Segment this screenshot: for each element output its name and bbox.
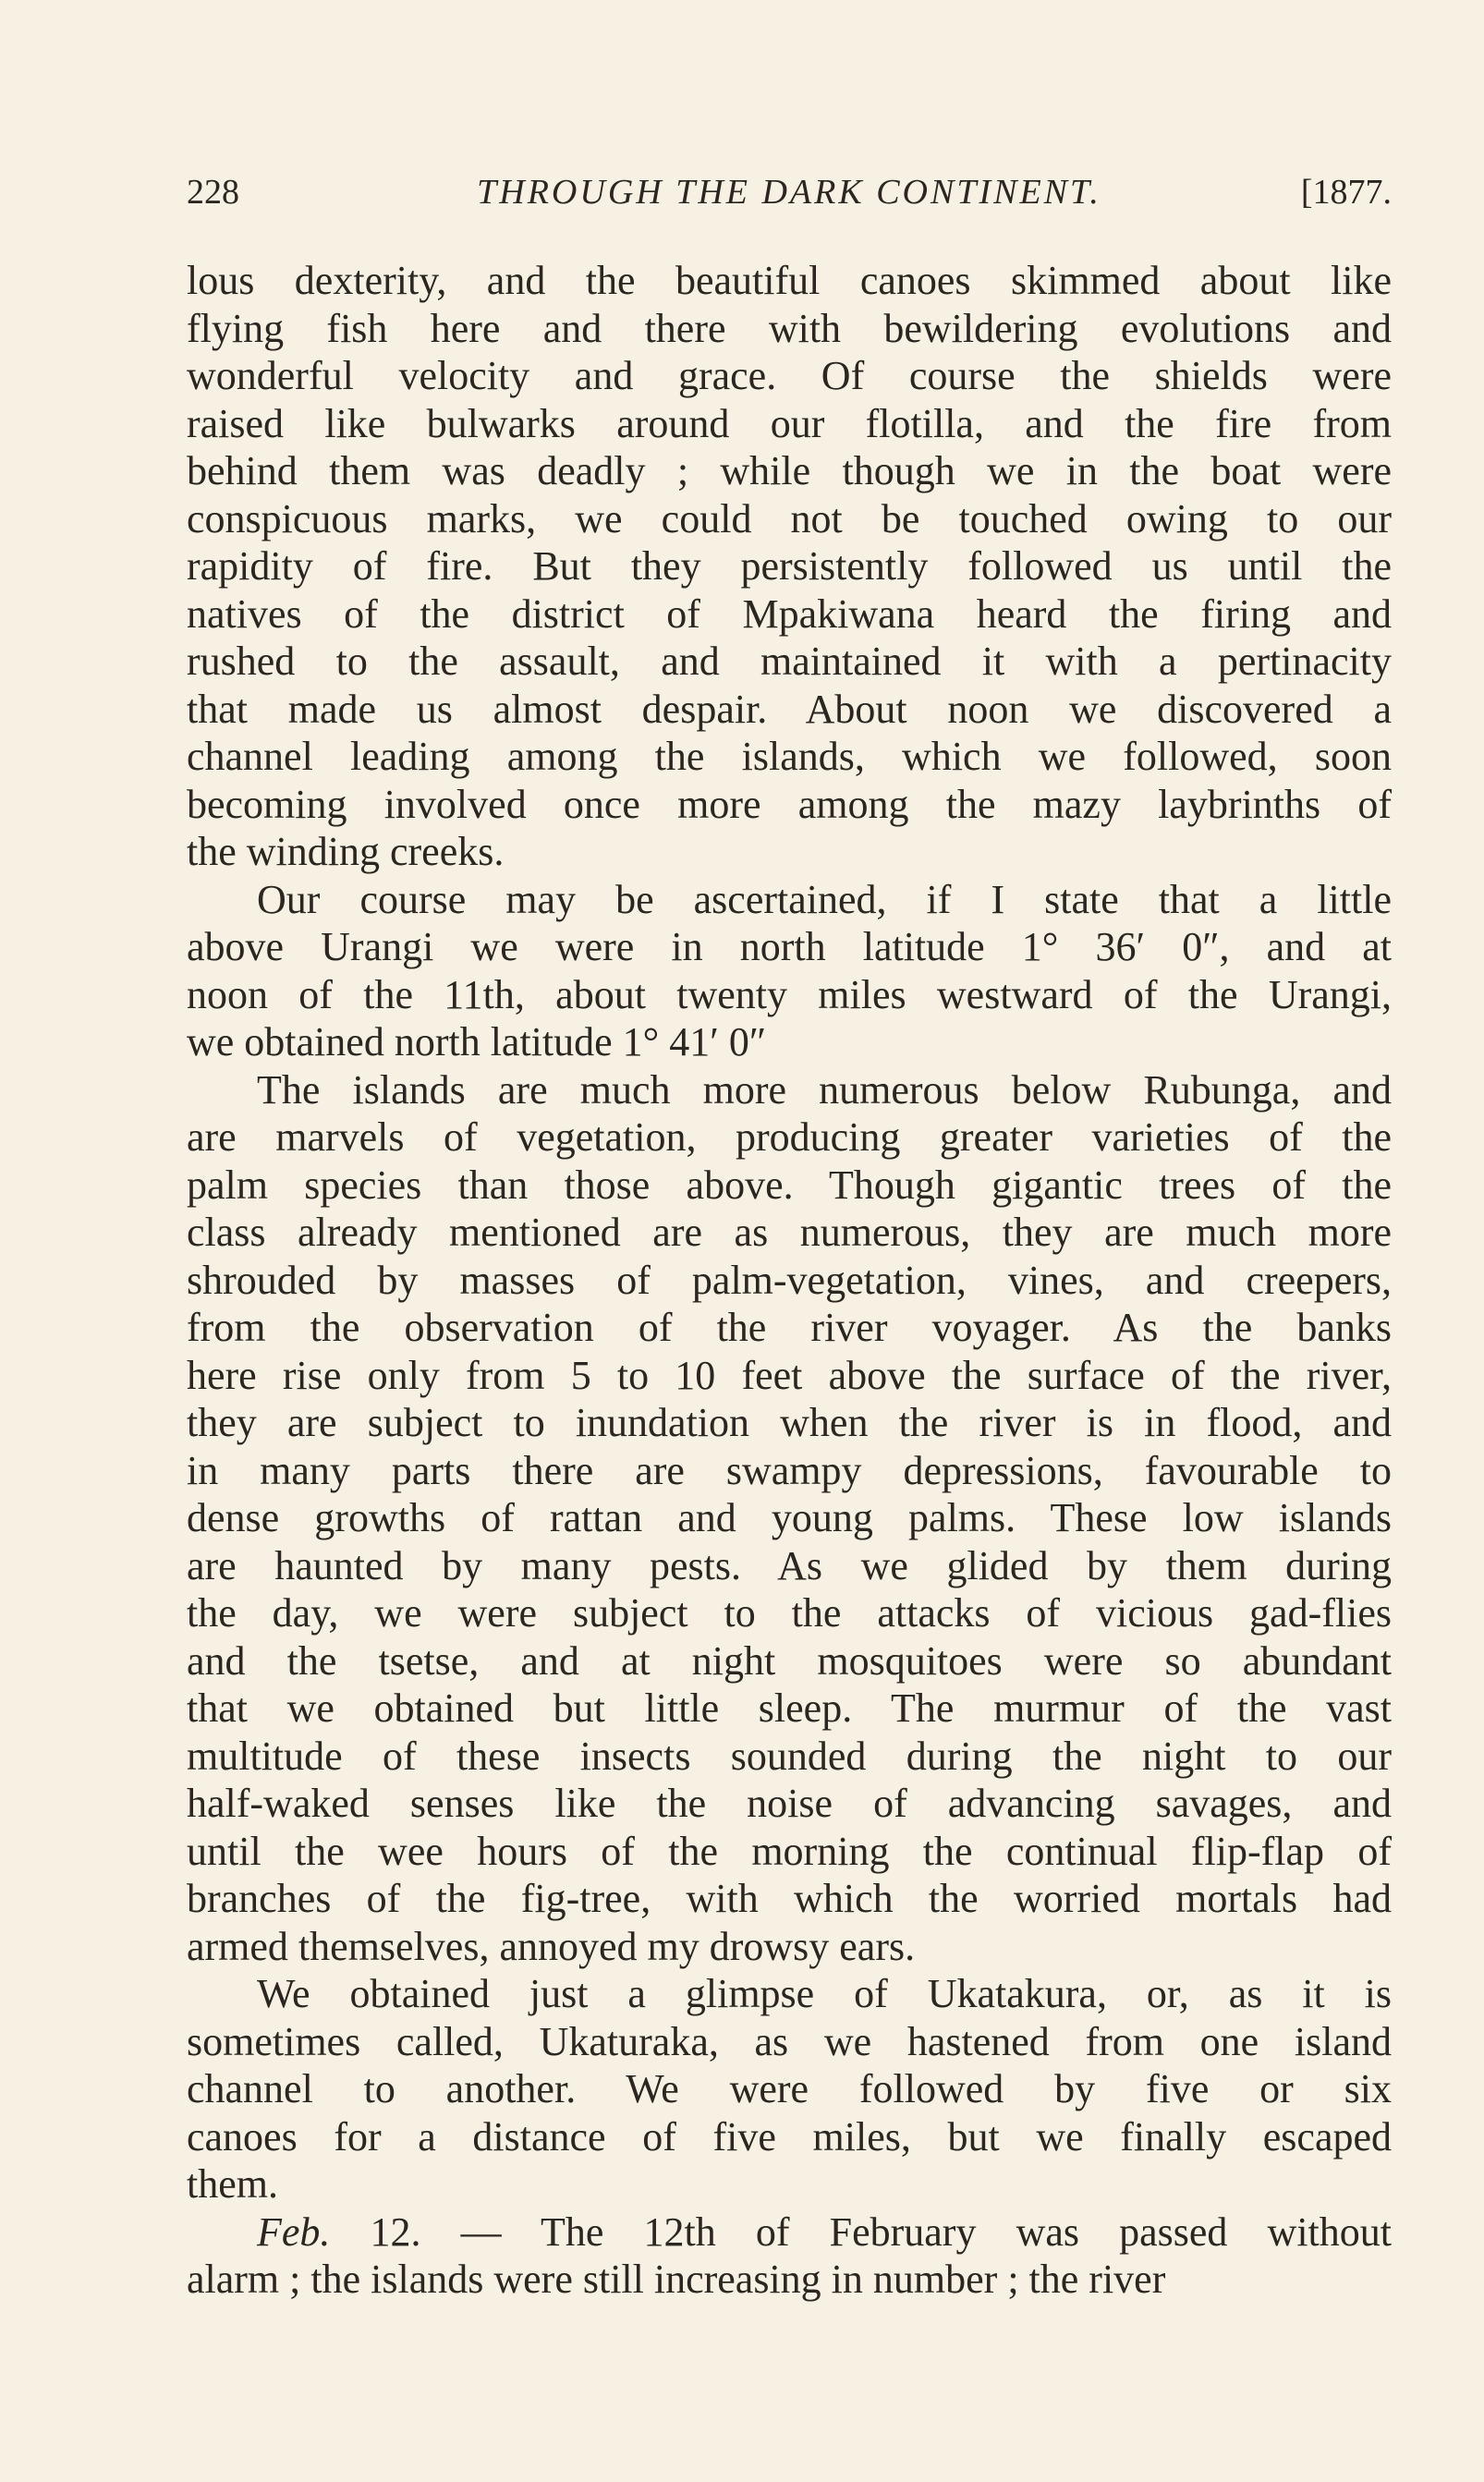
text-line: that made us almost despair. About noon we discovered a: [187, 686, 1392, 732]
text-line: sometimes called, Ukaturaka, as we hastened from one island: [187, 2018, 1392, 2064]
text-line: lous dexterity, and the beautiful canoes skimmed about like: [187, 258, 1392, 303]
text-line: becoming involved once more among the mazy laybrinths of: [187, 781, 1392, 827]
text-line: branches of the fig-tree, with which the worried mortals had: [187, 1876, 1392, 1921]
text-line: We obtained just a glimpse of Ukatakura, or, as it is: [257, 1971, 1392, 2016]
text-line: behind them was deadly ; while though we in the boat were: [187, 448, 1392, 493]
text-line: wonderful velocity and grace. Of course the shields were: [187, 353, 1392, 398]
text-line: the day, we were subject to the attacks of vicious gad-flies: [187, 1590, 1392, 1636]
text-line: raised like bulwarks around our flotilla, and the fire from: [187, 400, 1392, 446]
page-number: 228: [187, 173, 239, 212]
paragraph: [187, 876, 1392, 1066]
paragraph: [187, 1066, 1392, 1971]
text-line: are marvels of vegetation, producing greater varieties of the: [187, 1114, 1392, 1160]
text-line: multitude of these insects sounded during the night to our: [187, 1733, 1392, 1779]
text-line: half-waked senses like the noise of advancing savages, and: [187, 1781, 1392, 1826]
text-line: [187, 2208, 1392, 2257]
text-line: channel leading among the islands, which we followed, soon: [187, 734, 1392, 779]
running-head: [187, 164, 1392, 220]
book-page: [187, 164, 1392, 2304]
date-label: Feb.: [257, 2208, 331, 2255]
text-line: channel to another. We were followed by five or six: [187, 2066, 1392, 2111]
text-line: are haunted by many pests. As we glided by them during: [187, 1542, 1392, 1588]
text-line: from the observation of the river voyager. As the banks: [187, 1305, 1392, 1350]
text-line: Our course may be ascertained, if I state that a little: [257, 876, 1392, 922]
text-line: above Urangi we were in north latitude 1° 36′ 0″, and at: [187, 924, 1392, 969]
text-line: canoes for a distance of five miles, but we finally escaped: [187, 2113, 1392, 2160]
text-line: in many parts there are swampy depressions, favourable to: [187, 1447, 1392, 1493]
paragraph: [187, 1970, 1392, 2208]
text-line: and the tsetse, and at night mosquitoes were so abundant: [187, 1637, 1392, 1684]
text-line: dense growths of rattan and young palms. These low islands: [187, 1495, 1392, 1540]
text-line-rest: 12. — The 12th of February was passed without: [330, 2208, 1392, 2255]
text-line: armed themselves, annoyed my drowsy ears.: [187, 1923, 916, 1969]
text-line: rapidity of fire. But they persistently followed us until the: [187, 543, 1392, 589]
text-line: noon of the 11th, about twenty miles westward of the Urangi,: [187, 971, 1392, 1017]
text-line: them.: [187, 2161, 278, 2207]
text-line: shrouded by masses of palm-vegetation, vines, and creepers,: [187, 1257, 1392, 1303]
running-title: THROUGH THE DARK CONTINENT.: [477, 173, 1101, 212]
text-line: we obtained north latitude 1° 41′ 0″: [187, 1019, 767, 1065]
text-line: the winding creeks.: [187, 829, 505, 874]
text-line: flying fish here and there with bewildering evolutions and: [187, 305, 1392, 351]
running-year: [1877.: [1300, 173, 1392, 212]
body-text: [187, 257, 1392, 2304]
text-line: here rise only from 5 to 10 feet above the surface of the river,: [187, 1352, 1392, 1398]
text-line: rushed to the assault, and maintained it with a pertinacity: [187, 639, 1392, 684]
text-line: The islands are much more numerous below Rubunga, and: [257, 1066, 1392, 1113]
text-line: conspicuous marks, we could not be touched owing to our: [187, 495, 1392, 541]
text-line: palm species than those above. Though gigantic trees of the: [187, 1162, 1392, 1208]
text-line: alarm ; the islands were still increasing in number ; the river: [187, 2257, 1166, 2302]
paragraph: [187, 257, 1392, 876]
text-line: class already mentioned are as numerous, they are much more: [187, 1210, 1392, 1255]
text-line: natives of the district of Mpakiwana heard the firing and: [187, 590, 1392, 637]
text-line: that we obtained but little sleep. The murmur of the vast: [187, 1685, 1392, 1731]
paragraph: [187, 2208, 1392, 2304]
text-line: until the wee hours of the morning the continual flip-flap of: [187, 1828, 1392, 1874]
text-line: they are subject to inundation when the river is in flood, and: [187, 1400, 1392, 1445]
